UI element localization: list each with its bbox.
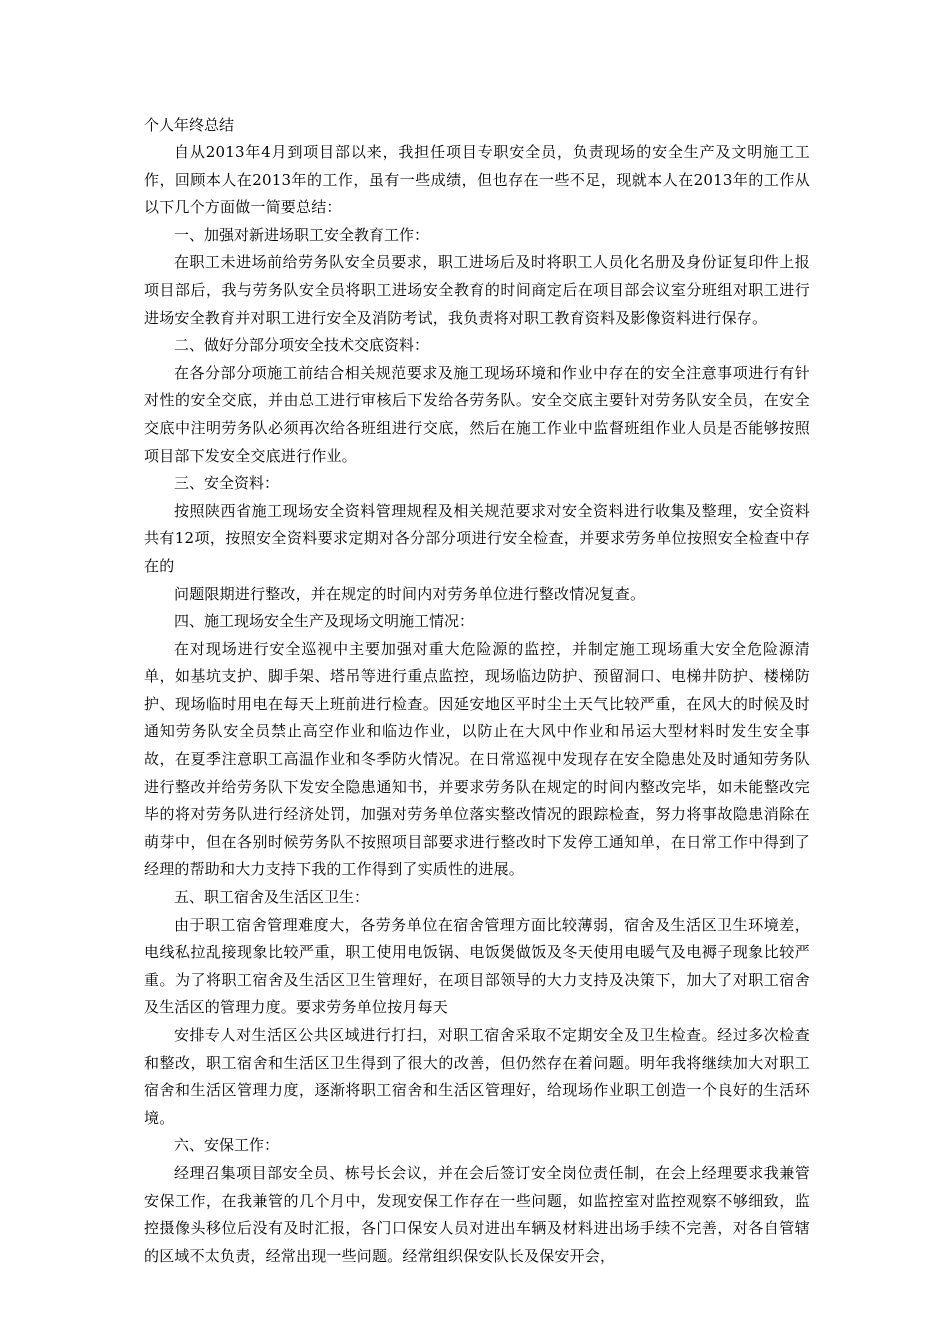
section-5-paragraph-1: 由于职工宿舍管理难度大，各劳务单位在宿舍管理方面比较薄弱，宿舍及生活区卫生环境差，电线私拉乱接现象比较严重，职工使用电饭锅、电饭煲做饭及冬天使用电暖气及电褥子现象比较严重。为了将职工宿舍及生活区卫生管理好，在项目部领导的大力支持及决策下，加大了对职工宿舍及生活区的管理力度。要求劳务单位按月每天 [144,915,810,1017]
intro-paragraph: 自从2013年4月到项目部以来，我担任项目专职安全员，负责现场的安全生产及文明施工工作，回顾本人在2013年的工作，虽有一些成绩，但也存在一些不足，现就本人在2013年的工作从以下几个方面做一简要总结： [144,143,810,217]
section-6-paragraph: 经理召集项目部安全员、栋号长会议，并在会后签订安全岗位责任制，在会上经理要求我兼管安保工作，在我兼管的几个月中，发现安保工作存在一些问题，如监控室对监控观察不够细致，监控摄像头移位后没有及时汇报，各门口保安人员对进出车辆及材料进出场手续不完善，对各自管辖的区域不太负责，经常出现一些问题。经常组织保安队长及保安开会， [144,1163,810,1265]
section-6-heading: 六、安保工作： [174,1136,280,1155]
section-3-paragraph-1: 按照陕西省施工现场安全资料管理规程及相关规范要求对安全资料进行收集及整理，安全资料共有12项，按照安全资料要求定期对各分部分项进行安全检查，并要求劳务单位按照安全检查中存在的 [144,501,810,575]
section-5-paragraph-2: 安排专人对生活区公共区域进行打扫，对职工宿舍采取不定期安全及卫生检查。经过多次检查和整改，职工宿舍和生活区卫生得到了很大的改善，但仍然存在着问题。明年我将继续加大对职工宿舍和生活区管理力度，逐渐将职工宿舍和生活区管理好，给现场作业职工创造一个良好的生活环境。 [144,1026,810,1127]
section-3-heading: 三、安全资料： [174,474,280,493]
section-2-heading: 二、做好分部分项安全技术交底资料： [174,336,430,355]
section-1-paragraph: 在职工未进场前给劳务队安全员要求，职工进场后及时将职工人员化名册及身份证复印件上报项目部后，我与劳务队安全员将职工进场安全教育的时间商定后在项目部会议室分班组对职工进行进场安全教育并对职工进行安全及消防考试，我负责将对职工教育资料及影像资料进行保存。 [144,253,810,327]
section-4-paragraph: 在对现场进行安全巡视中主要加强对重大危险源的监控，并制定施工现场重大安全危险源清单，如基坑支护、脚手架、塔吊等进行重点监控，现场临边防护、预留洞口、电梯井防护、楼梯防护、现场临时用电在每天上班前进行检查。因延安地区平时尘土天气比较严重，在风大的时候及时通知劳务队安全员禁止高空作业和临边作业，以防止在大风中作业和吊运大型材料时发生安全事故，在夏季注意职工高温作业和冬季防火情况。在日常巡视中发现存在安全隐患处及时通知劳务队进行整改并给劳务队下发安全隐患通知书，并要求劳务队在规定的时间内整改完毕，如未能整改完毕的将对劳务队进行经济处罚，加强对劳务单位落实整改情况的跟踪检查，努力将事故隐患消除在萌芽中，但在各别时候劳务队不按照项目部要求进行整改时下发停工通知单，在日常工作中得到了经理的帮助和大力支持下我的工作得到了实质性的进展。 [144,639,810,879]
document-title: 个人年终总结 [144,116,235,134]
document-body [144,112,810,1270]
section-4-heading: 四、施工现场安全生产及现场文明施工情况： [174,612,475,631]
section-1-heading: 一、加强对新进场职工安全教育工作： [174,225,430,244]
section-5-heading: 五、职工宿舍及生活区卫生： [174,888,370,907]
section-2-paragraph: 在各分部分项施工前结合相关规范要求及施工现场环境和作业中存在的安全注意事项进行有针对性的安全交底，并由总工进行审核后下发给各劳务队。安全交底主要针对劳务队安全员，在安全交底中注明劳务队必须再次给各班组进行交底，然后在施工作业中监督班组作业人员是否能够按照项目部下发安全交底进行作业。 [144,363,810,465]
section-3-paragraph-2: 问题限期进行整改，并在规定的时间内对劳务单位进行整改情况复查。 [174,584,646,603]
